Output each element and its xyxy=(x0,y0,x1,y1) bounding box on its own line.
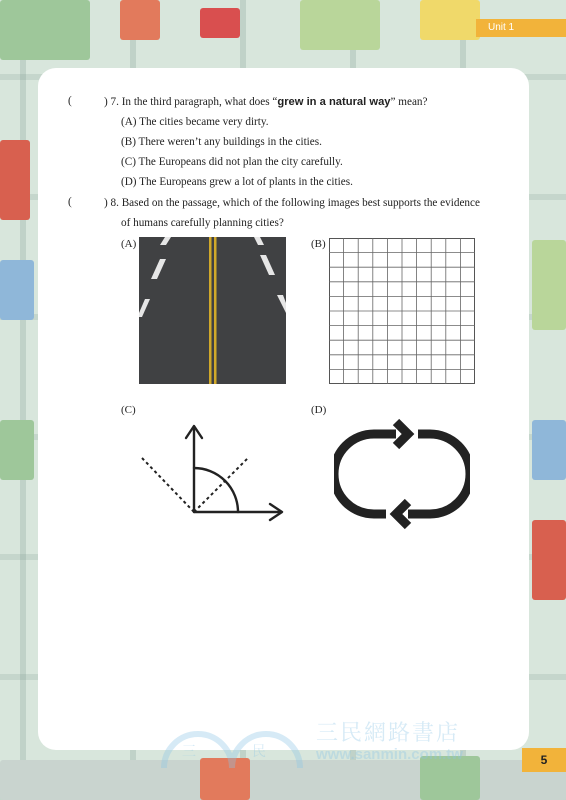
q8-label-c: (C) xyxy=(121,404,136,416)
unit-tab: Unit 1 xyxy=(476,19,566,37)
q7-option-a: (A) The cities became very dirty. xyxy=(121,116,269,128)
angle-diagram-icon xyxy=(138,420,286,524)
watermark-logo-icon xyxy=(156,710,306,770)
q8-label-b: (B) xyxy=(311,238,326,250)
q8-label-a: (A) xyxy=(121,238,137,250)
q8-stem xyxy=(104,193,502,233)
q7-stem xyxy=(104,95,427,109)
q7-stem-end: ” mean? xyxy=(390,96,428,108)
road-image xyxy=(139,237,286,384)
watermark-char-left: 三 xyxy=(182,744,196,760)
q8-stem-line1: ) 8. Based on the passage, which of the following images best supports the evidence xyxy=(104,197,480,209)
q7-option-c: (C) The Europeans did not plan the city carefully. xyxy=(121,156,343,168)
q8-stem-line2: of humans carefully planning cities? xyxy=(121,217,284,229)
watermark-char-right: 民 xyxy=(252,744,266,760)
q7-answer-paren: ( xyxy=(68,95,72,107)
sanmin-watermark xyxy=(156,710,496,770)
grid-image xyxy=(329,238,475,384)
page-number: 5 xyxy=(522,748,566,772)
q7-option-d: (D) The Europeans grew a lot of plants in the cities. xyxy=(121,176,353,188)
worksheet-page xyxy=(38,68,529,763)
q7-highlight: grew in a natural way xyxy=(277,96,391,108)
q8-answer-paren: ( xyxy=(68,196,72,208)
watermark-chinese: 三民網路書店 xyxy=(316,721,461,746)
cycle-arrows-icon xyxy=(334,418,470,530)
q7-option-b: (B) There weren’t any buildings in the cities. xyxy=(121,136,322,148)
q8-label-d: (D) xyxy=(311,404,327,416)
q7-stem-start: ) 7. In the third paragraph, what does “ xyxy=(104,96,278,108)
watermark-url: www.sanmin.com.tw xyxy=(316,746,463,763)
